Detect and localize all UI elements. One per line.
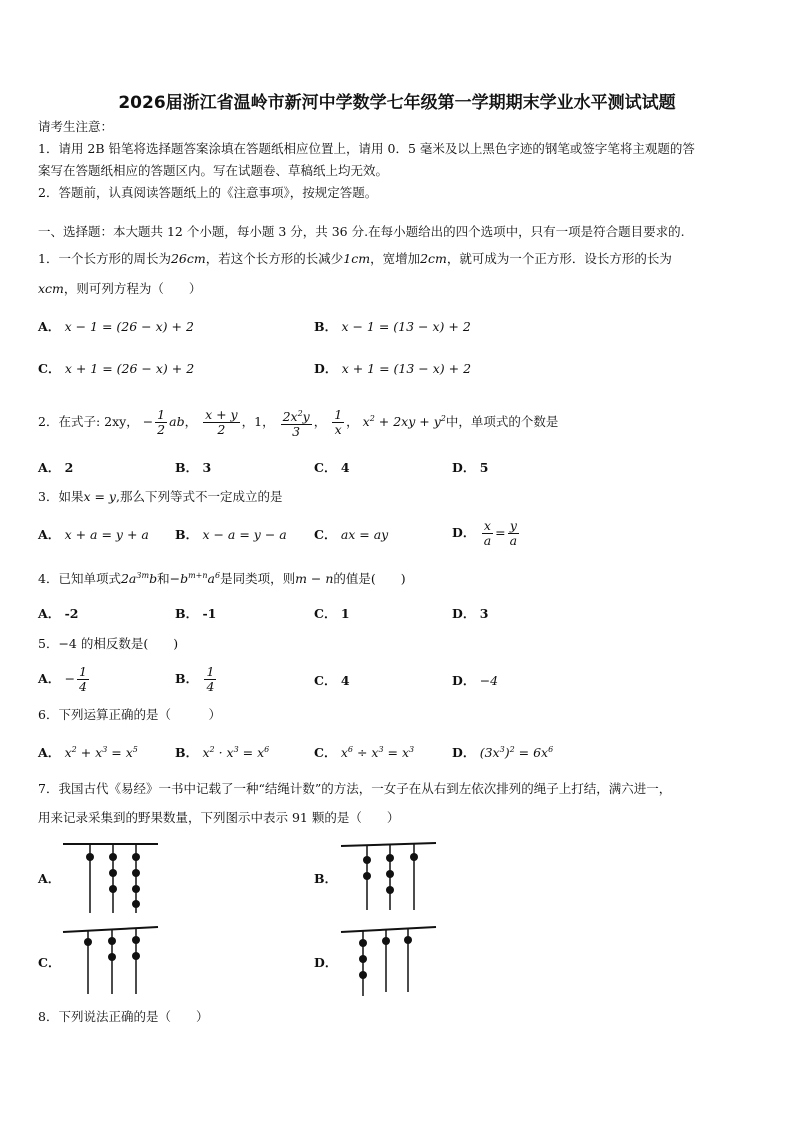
q7-option-d-knot-figure[interactable] xyxy=(336,922,446,1002)
q2-option-c[interactable]: C． 4 xyxy=(314,460,350,475)
q1-option-b[interactable]: B． x − 1 = (13 − x) + 2 xyxy=(314,319,471,334)
q1-perimeter: 26cm xyxy=(170,251,206,266)
q4-option-d[interactable]: D． 3 xyxy=(452,606,489,621)
question-4-stem: 4．已知单项式$2a^{3m}b$和$-b^{m+n}a^6$是同类项，则m − n的值是( ) xyxy=(38,571,406,587)
q7-option-b-knot-figure[interactable] xyxy=(336,838,446,918)
q4-option-a[interactable]: A． -2 xyxy=(38,606,79,621)
q1-option-c[interactable]: C． x + 1 = (26 − x) + 2 xyxy=(38,361,195,376)
q2-tail: 中，单项式的个数是 xyxy=(445,414,559,430)
q1-option-a[interactable]: A． x − 1 = (26 − x) + 2 xyxy=(38,319,194,334)
q7-option-c-knot-figure[interactable] xyxy=(58,922,168,1002)
page-title: 2026届浙江省温岭市新河中学数学七年级第一学期期末学业水平测试试题 xyxy=(118,93,676,113)
q1-decrease: 1cm xyxy=(343,251,371,266)
q7-option-c-label[interactable]: C． xyxy=(38,955,61,970)
q6-option-c[interactable]: C． $x^6 \div x^3 = x^3$ xyxy=(314,744,415,760)
q1-text-b: ，若这个长方形的长减少 xyxy=(205,251,344,266)
question-7-stem-line2: 用来记录采集到的野果数量，下列图示中表示 91 颗的是（ ） xyxy=(38,810,400,825)
question-7-stem: 7．我国古代《易经》一书中记载了一种“结绳计数”的方法，一女子在从右到左依次排列的绳子上打结，满六进一， xyxy=(38,781,672,796)
notice-heading: 请考生注意： xyxy=(38,119,114,134)
q3-option-a[interactable]: A． x + a = y + a xyxy=(38,527,149,542)
notice-item-1-cont: 案写在答题纸相应的答题区内。写在试题卷、草稿纸上均无效。 xyxy=(38,163,389,178)
q4-option-b[interactable]: B． -1 xyxy=(175,606,217,621)
q5-option-b[interactable]: B． $\frac{1}{4}$ xyxy=(175,664,215,694)
question-3-stem: 3．如果x = y,那么下列等式不一定成立的是 xyxy=(38,489,283,504)
question-2-stem: 2．在式子: 2xy， − $\frac{1}{2}$ ab， $\frac{x + y}{2}$ ，1， $\frac{2x^2y}{3}$ ， $\frac{1}{x}$ ， $x^2 + 2xy + y^2$中，单项式的个数是 xyxy=(38,407,559,439)
q1-text-a: 1．一个长方形的周长为 xyxy=(38,251,171,266)
q3-option-d[interactable]: D． $\frac{x}{a}$ = $\frac{y}{a}$ xyxy=(452,518,518,548)
q7-option-a-label[interactable]: A． xyxy=(38,871,61,886)
q5-option-c[interactable]: C． 4 xyxy=(314,673,350,688)
q3-option-c[interactable]: C． ax = ay xyxy=(314,527,389,542)
q1-ask: ，则可列方程为（ ） xyxy=(63,281,202,296)
q6-option-b[interactable]: B． $x^2 \cdot x^3 = x^6$ xyxy=(175,744,270,760)
q1-increase: 2cm xyxy=(420,251,447,266)
q4-option-c[interactable]: C． 1 xyxy=(314,606,350,621)
q5-option-d[interactable]: D． −4 xyxy=(452,673,499,688)
notice-item-2: 2．答题前，认真阅读答题纸上的《注意事项》，按规定答题。 xyxy=(38,185,378,200)
q1-text-c: ，宽增加 xyxy=(370,251,421,266)
q1-text-d: ，就可成为一个正方形．设长方形的长为 xyxy=(446,251,672,266)
notice-item-1: 1．请用 2B 铅笔将选择题答案涂填在答题纸相应位置上，请用 0．5 毫米及以上黑色字迹的钢笔或签字笔将主观题的答 xyxy=(38,141,695,156)
question-8-stem: 8．下列说法正确的是（ ） xyxy=(38,1009,209,1024)
q1-option-d[interactable]: D． x + 1 = (13 − x) + 2 xyxy=(314,361,472,376)
q7-option-d-label[interactable]: D． xyxy=(314,955,338,970)
question-1-stem-line2 xyxy=(38,280,201,298)
q6-option-d[interactable]: D． $(3x^3)^2 = 6x^6$ xyxy=(452,744,554,760)
q6-option-a[interactable]: A． $x^2 + x^3 = x^5$ xyxy=(38,744,138,760)
question-1-stem xyxy=(38,250,672,268)
q3-option-b[interactable]: B． x − a = y − a xyxy=(175,527,287,542)
question-5-stem: 5．−4 的相反数是( ) xyxy=(38,636,179,651)
q5-option-a[interactable]: A． − $\frac{1}{4}$ xyxy=(38,664,87,694)
question-6-stem: 6．下列运算正确的是（ ） xyxy=(38,707,221,722)
section-heading: 一、选择题：本大题共 12 个小题，每小题 3 分，共 36 分.在每小题给出的四个选项中，只有一项是符合题目要求的. xyxy=(38,224,685,239)
q7-option-b-label[interactable]: B． xyxy=(314,871,338,886)
q7-option-a-knot-figure[interactable] xyxy=(58,838,168,918)
q1-variable: xcm xyxy=(38,281,64,296)
q2-option-d[interactable]: D． 5 xyxy=(452,460,489,475)
q2-text: 2．在式子: 2xy， xyxy=(38,414,139,430)
q2-option-b[interactable]: B． 3 xyxy=(175,460,212,475)
q2-option-a[interactable]: A． 2 xyxy=(38,460,74,475)
